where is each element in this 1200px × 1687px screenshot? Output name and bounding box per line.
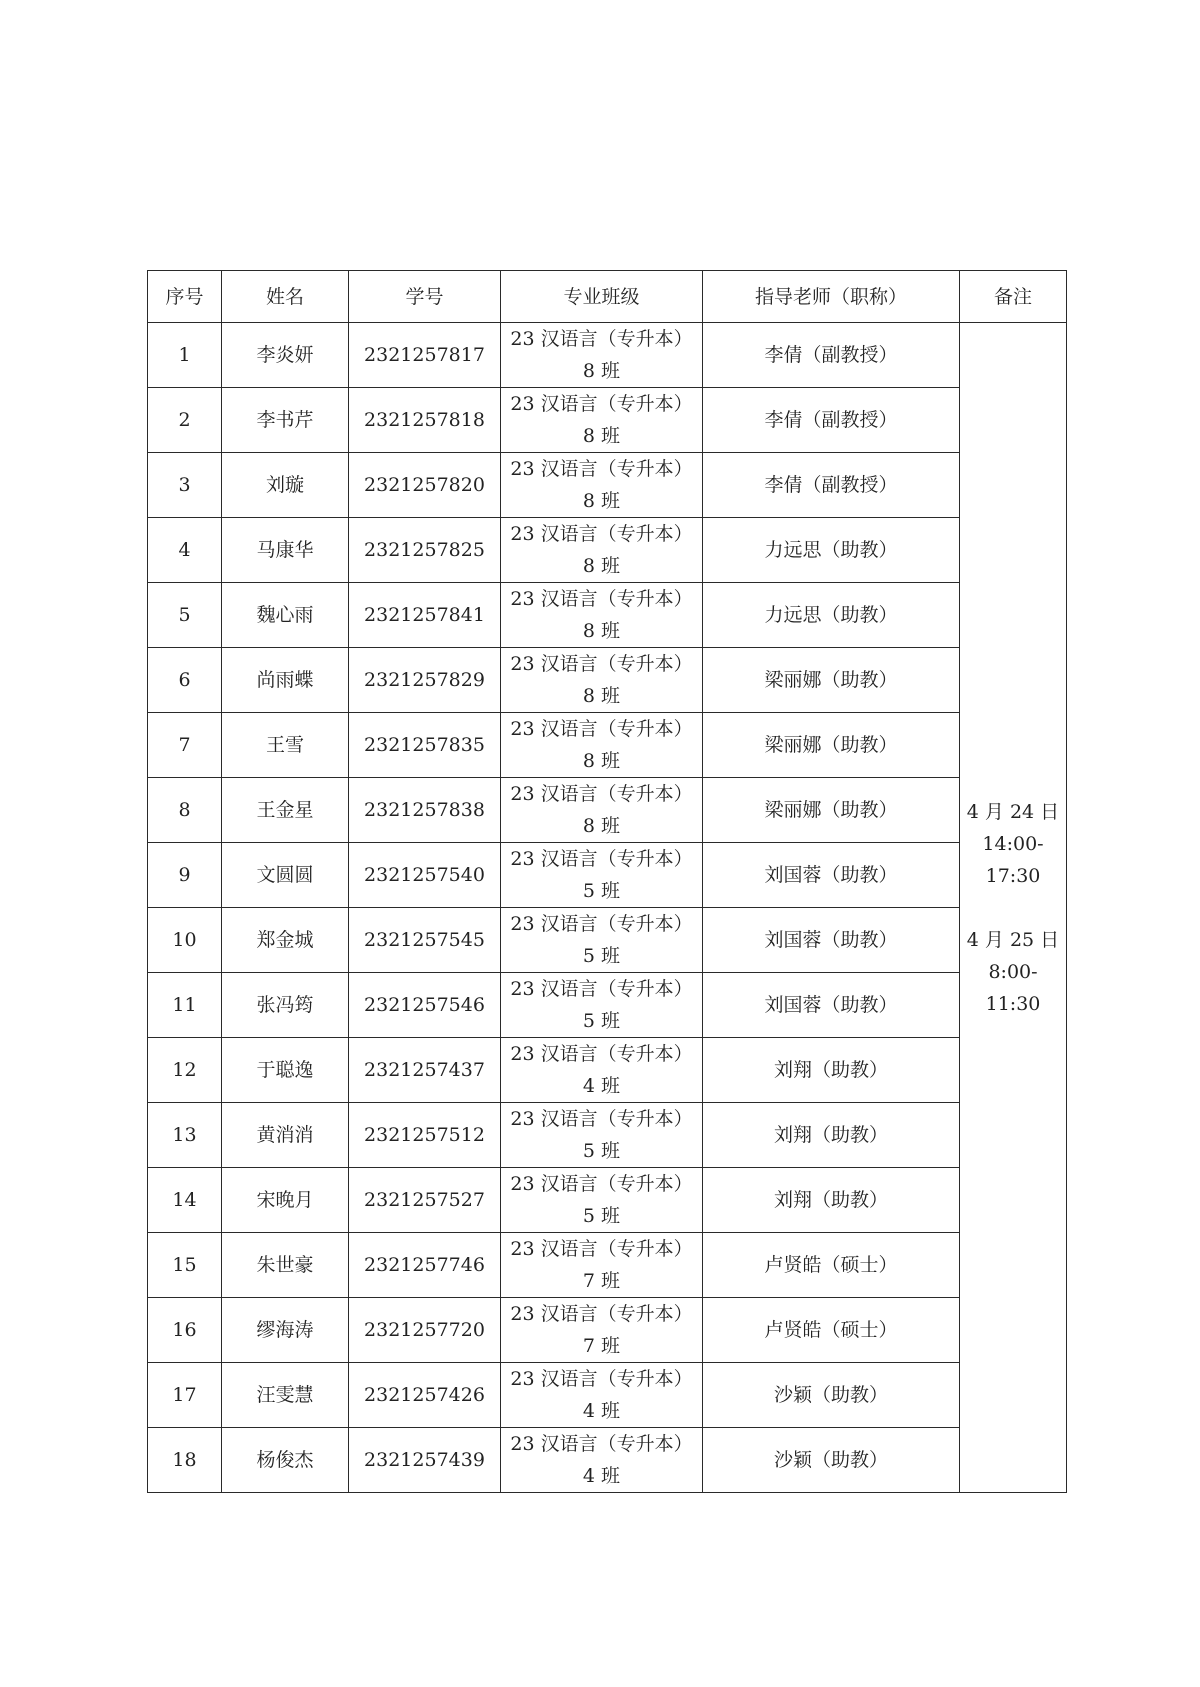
advisor-name: 沙颖（助教） <box>703 1363 960 1428</box>
student-name: 王雪 <box>222 713 349 778</box>
class-line-group: 8 班 <box>582 685 621 707</box>
advisor-name: 李倩（副教授） <box>703 453 960 518</box>
table-row <box>148 323 1067 388</box>
class-line-major: 23 汉语言（专升本） <box>510 1173 693 1195</box>
row-seq: 5 <box>148 583 222 648</box>
header-student-id: 学号 <box>349 271 501 323</box>
student-class <box>501 973 703 1038</box>
class-line-group: 4 班 <box>582 1075 621 1097</box>
row-seq: 16 <box>148 1298 222 1363</box>
table-row <box>148 778 1067 843</box>
table-row <box>148 1428 1067 1493</box>
advisor-name: 梁丽娜（助教） <box>703 778 960 843</box>
student-class <box>501 1038 703 1103</box>
class-line-major: 23 汉语言（专升本） <box>510 588 693 610</box>
session1-time-end: 17:30 <box>985 864 1041 887</box>
row-seq: 3 <box>148 453 222 518</box>
session2-time-end: 11:30 <box>985 992 1041 1015</box>
student-class <box>501 1428 703 1493</box>
student-name: 郑金城 <box>222 908 349 973</box>
table-row <box>148 453 1067 518</box>
class-line-group: 8 班 <box>582 815 621 837</box>
student-class <box>501 583 703 648</box>
student-class <box>501 648 703 713</box>
student-class <box>501 1233 703 1298</box>
class-line-major: 23 汉语言（专升本） <box>510 393 693 415</box>
student-id: 2321257746 <box>349 1233 501 1298</box>
advisor-name: 力远思（助教） <box>703 583 960 648</box>
class-line-group: 5 班 <box>582 880 621 902</box>
header-note: 备注 <box>960 271 1067 323</box>
class-line-group: 4 班 <box>582 1400 621 1422</box>
row-seq: 18 <box>148 1428 222 1493</box>
student-id: 2321257817 <box>349 323 501 388</box>
student-id: 2321257820 <box>349 453 501 518</box>
class-line-group: 8 班 <box>582 620 621 642</box>
student-name: 汪雯慧 <box>222 1363 349 1428</box>
row-seq: 7 <box>148 713 222 778</box>
class-line-major: 23 汉语言（专升本） <box>510 978 693 1000</box>
student-id: 2321257426 <box>349 1363 501 1428</box>
advisor-name: 力远思（助教） <box>703 518 960 583</box>
class-line-group: 8 班 <box>582 555 621 577</box>
session1-time-start: 14:00- <box>982 832 1044 855</box>
advisor-name: 刘翔（助教） <box>703 1168 960 1233</box>
student-name: 王金星 <box>222 778 349 843</box>
row-seq: 12 <box>148 1038 222 1103</box>
class-line-group: 4 班 <box>582 1465 621 1487</box>
student-id: 2321257437 <box>349 1038 501 1103</box>
student-id: 2321257545 <box>349 908 501 973</box>
student-name: 魏心雨 <box>222 583 349 648</box>
student-name: 文圆圆 <box>222 843 349 908</box>
class-line-major: 23 汉语言（专升本） <box>510 718 693 740</box>
student-name: 李书芹 <box>222 388 349 453</box>
class-line-group: 5 班 <box>582 1140 621 1162</box>
table-row <box>148 973 1067 1038</box>
advisor-name: 李倩（副教授） <box>703 323 960 388</box>
student-name: 杨俊杰 <box>222 1428 349 1493</box>
student-name: 黄消消 <box>222 1103 349 1168</box>
class-line-group: 8 班 <box>582 490 621 512</box>
advisor-name: 卢贤皓（硕士） <box>703 1298 960 1363</box>
table-row <box>148 1233 1067 1298</box>
student-id: 2321257512 <box>349 1103 501 1168</box>
row-seq: 2 <box>148 388 222 453</box>
advisor-name: 沙颖（助教） <box>703 1428 960 1493</box>
row-seq: 6 <box>148 648 222 713</box>
session2-date: 4 月 25 日 <box>966 928 1060 951</box>
student-class <box>501 1103 703 1168</box>
row-seq: 14 <box>148 1168 222 1233</box>
table-row <box>148 648 1067 713</box>
student-class <box>501 453 703 518</box>
table-row <box>148 1298 1067 1363</box>
student-name: 于聪逸 <box>222 1038 349 1103</box>
table-body <box>148 323 1067 1493</box>
table-row <box>148 908 1067 973</box>
advisor-name: 卢贤皓（硕士） <box>703 1233 960 1298</box>
class-line-group: 8 班 <box>582 425 621 447</box>
table-row <box>148 1363 1067 1428</box>
advisor-name: 刘国蓉（助教） <box>703 973 960 1038</box>
student-class <box>501 778 703 843</box>
student-name: 马康华 <box>222 518 349 583</box>
table-row <box>148 518 1067 583</box>
class-line-group: 7 班 <box>582 1270 621 1292</box>
table-row <box>148 583 1067 648</box>
table-header-row <box>148 271 1067 323</box>
student-class <box>501 388 703 453</box>
student-advisor-table <box>147 270 1067 1493</box>
class-line-major: 23 汉语言（专升本） <box>510 1368 693 1390</box>
class-line-major: 23 汉语言（专升本） <box>510 1043 693 1065</box>
class-line-major: 23 汉语言（专升本） <box>510 653 693 675</box>
table-row <box>148 713 1067 778</box>
student-name: 尚雨蝶 <box>222 648 349 713</box>
row-seq: 15 <box>148 1233 222 1298</box>
class-line-major: 23 汉语言（专升本） <box>510 328 693 350</box>
student-class <box>501 518 703 583</box>
advisor-name: 李倩（副教授） <box>703 388 960 453</box>
student-class <box>501 713 703 778</box>
student-name: 张冯筠 <box>222 973 349 1038</box>
student-id: 2321257439 <box>349 1428 501 1493</box>
advisor-name: 刘翔（助教） <box>703 1038 960 1103</box>
session2-time-start: 8:00- <box>988 960 1038 983</box>
student-class <box>501 908 703 973</box>
advisor-name: 刘国蓉（助教） <box>703 843 960 908</box>
advisor-name: 梁丽娜（助教） <box>703 713 960 778</box>
header-class: 专业班级 <box>501 271 703 323</box>
row-seq: 1 <box>148 323 222 388</box>
class-line-major: 23 汉语言（专升本） <box>510 913 693 935</box>
student-id: 2321257540 <box>349 843 501 908</box>
row-seq: 8 <box>148 778 222 843</box>
class-line-group: 5 班 <box>582 1205 621 1227</box>
advisor-name: 刘国蓉（助教） <box>703 908 960 973</box>
student-class <box>501 1363 703 1428</box>
row-seq: 17 <box>148 1363 222 1428</box>
student-id: 2321257825 <box>349 518 501 583</box>
row-seq: 10 <box>148 908 222 973</box>
student-id: 2321257835 <box>349 713 501 778</box>
class-line-group: 5 班 <box>582 1010 621 1032</box>
row-seq: 11 <box>148 973 222 1038</box>
advisor-name: 梁丽娜（助教） <box>703 648 960 713</box>
student-id: 2321257527 <box>349 1168 501 1233</box>
note-schedule-cell <box>960 323 1067 1493</box>
note-spacer <box>960 892 1066 924</box>
row-seq: 13 <box>148 1103 222 1168</box>
table-row <box>148 843 1067 908</box>
header-seq: 序号 <box>148 271 222 323</box>
student-id: 2321257829 <box>349 648 501 713</box>
class-line-major: 23 汉语言（专升本） <box>510 1433 693 1455</box>
class-line-major: 23 汉语言（专升本） <box>510 848 693 870</box>
table-row <box>148 1103 1067 1168</box>
row-seq: 4 <box>148 518 222 583</box>
student-name: 缪海涛 <box>222 1298 349 1363</box>
student-name: 李炎妍 <box>222 323 349 388</box>
student-class <box>501 1298 703 1363</box>
class-line-major: 23 汉语言（专升本） <box>510 1238 693 1260</box>
student-class <box>501 323 703 388</box>
class-line-group: 7 班 <box>582 1335 621 1357</box>
student-id: 2321257838 <box>349 778 501 843</box>
class-line-major: 23 汉语言（专升本） <box>510 1108 693 1130</box>
student-id: 2321257720 <box>349 1298 501 1363</box>
class-line-major: 23 汉语言（专升本） <box>510 1303 693 1325</box>
table-row <box>148 1038 1067 1103</box>
class-line-group: 8 班 <box>582 360 621 382</box>
header-advisor: 指导老师（职称） <box>703 271 960 323</box>
class-line-group: 5 班 <box>582 945 621 967</box>
class-line-major: 23 汉语言（专升本） <box>510 523 693 545</box>
class-line-major: 23 汉语言（专升本） <box>510 458 693 480</box>
student-id: 2321257818 <box>349 388 501 453</box>
table-row <box>148 1168 1067 1233</box>
student-name: 刘璇 <box>222 453 349 518</box>
row-seq: 9 <box>148 843 222 908</box>
class-line-major: 23 汉语言（专升本） <box>510 783 693 805</box>
session1-date: 4 月 24 日 <box>966 800 1060 823</box>
header-name: 姓名 <box>222 271 349 323</box>
student-class <box>501 1168 703 1233</box>
table-row <box>148 388 1067 453</box>
student-class <box>501 843 703 908</box>
student-id: 2321257841 <box>349 583 501 648</box>
student-name: 宋晚月 <box>222 1168 349 1233</box>
advisor-name: 刘翔（助教） <box>703 1103 960 1168</box>
class-line-group: 8 班 <box>582 750 621 772</box>
student-name: 朱世豪 <box>222 1233 349 1298</box>
student-id: 2321257546 <box>349 973 501 1038</box>
